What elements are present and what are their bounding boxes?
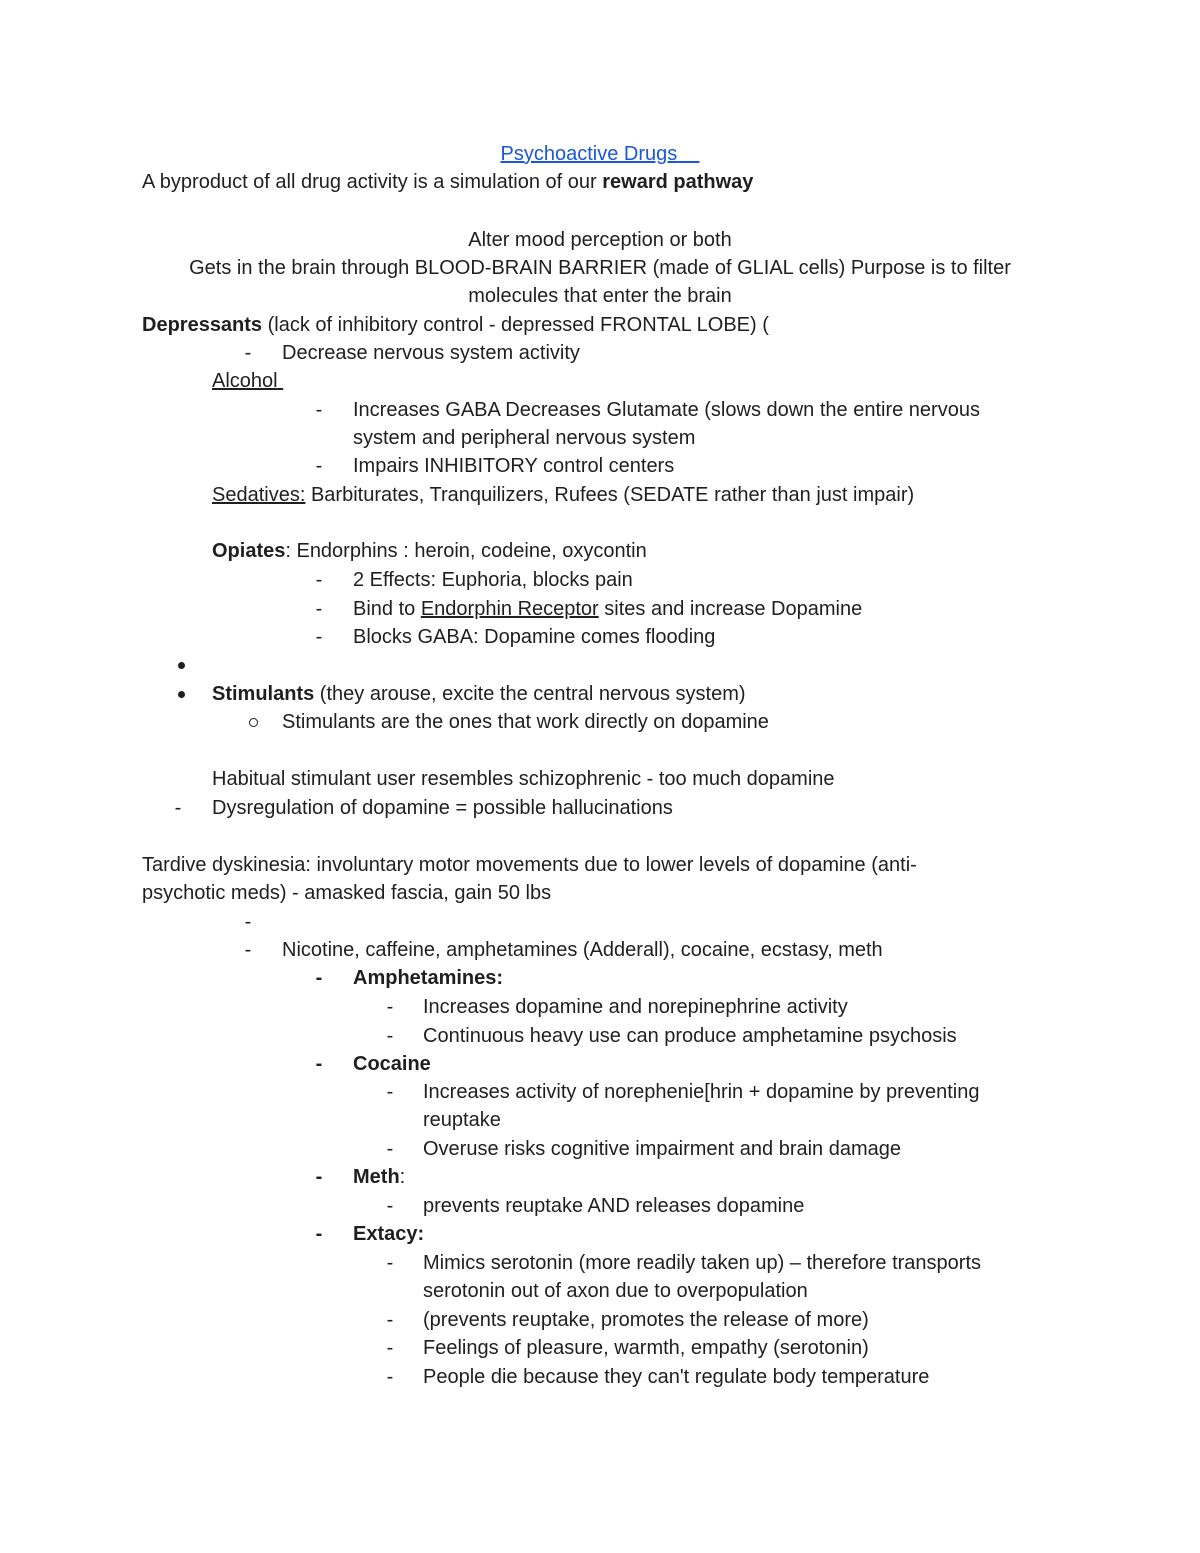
dash-marker: - <box>315 1223 323 1245</box>
alcohol-label-space <box>278 370 284 392</box>
dash-marker: - <box>386 1309 394 1331</box>
dysregulation-line: Dysregulation of dopamine = possible hallucinations <box>212 797 673 819</box>
bbb-line-2: molecules that enter the brain <box>468 285 732 307</box>
extacy-item: Feelings of pleasure, warmth, empathy (serotonin) <box>423 1337 869 1359</box>
dash-marker: - <box>315 967 323 989</box>
dash-marker: - <box>174 797 182 819</box>
tardive-line-2: psychotic meds) - amasked fascia, gain 50 lbs <box>142 882 552 904</box>
alcohol-item-cont: system and peripheral nervous system <box>353 427 696 449</box>
dash-marker: - <box>386 1252 394 1274</box>
depressants-rest: (lack of inhibitory control - depressed FRONTAL LOBE) ( <box>262 314 769 336</box>
page-title[interactable] <box>0 140 1200 168</box>
bind-pre: Bind to <box>353 598 421 620</box>
intro-bold: reward pathway <box>602 171 754 193</box>
stimulants-heading: Stimulants <box>212 683 315 705</box>
depressants-heading: Depressants <box>142 314 263 336</box>
dash-marker: - <box>386 1081 394 1103</box>
alcohol-label-line <box>212 367 283 395</box>
dash-marker: - <box>244 939 252 961</box>
meth-heading: Meth <box>353 1166 400 1188</box>
dash-marker: - <box>315 399 323 421</box>
dash-marker: - <box>244 911 252 933</box>
extacy-item: (prevents reuptake, promotes the release of more) <box>423 1309 869 1331</box>
alcohol-item: Increases GABA Decreases Glutamate (slows down the entire nervous <box>353 399 980 421</box>
sedatives-label: Sedatives: <box>212 484 306 506</box>
cocaine-heading: Cocaine <box>353 1053 431 1075</box>
extacy-item-cont: serotonin out of axon due to overpopulation <box>423 1280 808 1302</box>
alcohol-label-text: Alcohol <box>212 370 278 392</box>
bind-post: sites and increase Dopamine <box>598 598 863 620</box>
stimulants-rest: (they arouse, excite the central nervous system) <box>314 683 746 705</box>
intro-text: A byproduct of all drug activity is a simulation of our <box>142 171 603 193</box>
intro-line <box>142 168 753 196</box>
tardive-line-1: Tardive dyskinesia: involuntary motor movements due to lower levels of dopamine (anti- <box>142 854 917 876</box>
meth-colon: : <box>399 1166 406 1188</box>
dash-marker: - <box>386 1366 394 1388</box>
dash-marker: - <box>386 1025 394 1047</box>
title-link[interactable]: Psychoactive Drugs <box>500 143 678 165</box>
cocaine-item-cont: reuptake <box>423 1109 501 1131</box>
extacy-item: People die because they can't regulate body temperature <box>423 1366 930 1388</box>
extacy-item: Mimics serotonin (more readily taken up) – therefore transports <box>423 1252 982 1274</box>
opiates-heading-line <box>212 537 647 565</box>
alcohol-item: Impairs INHIBITORY control centers <box>353 455 675 477</box>
dash-marker: - <box>386 1138 394 1160</box>
dash-marker: - <box>386 996 394 1018</box>
meth-item: prevents reuptake AND releases dopamine <box>423 1195 805 1217</box>
title-trailing-space <box>677 143 699 165</box>
sedatives-rest: Barbiturates, Tranquilizers, Rufees (SEDATE rather than just impair) <box>305 484 915 506</box>
opiates-rest: : Endorphins : heroin, codeine, oxycontin <box>285 540 647 562</box>
habitual-line: Habitual stimulant user resembles schizophrenic - too much dopamine <box>212 768 835 790</box>
extacy-heading: Extacy: <box>353 1223 425 1245</box>
dash-marker: - <box>244 342 252 364</box>
dash-marker: - <box>315 598 323 620</box>
depressants-heading-line <box>142 311 769 339</box>
amphetamines-item: Increases dopamine and norepinephrine activity <box>423 996 848 1018</box>
opiates-item: Blocks GABA: Dopamine comes flooding <box>353 626 716 648</box>
stimulants-heading-line <box>212 680 746 708</box>
cocaine-item: Increases activity of norephenie[hrin + dopamine by preventing <box>423 1081 980 1103</box>
dash-marker: - <box>315 626 323 648</box>
dash-marker: - <box>315 1053 323 1075</box>
endorphin-receptor-link: Endorphin Receptor <box>420 598 599 620</box>
dash-marker: - <box>315 569 323 591</box>
stimulants-sub: Stimulants are the ones that work directly on dopamine <box>282 711 769 733</box>
dash-marker: - <box>315 455 323 477</box>
amphetamines-heading: Amphetamines: <box>353 967 504 989</box>
alter-line: Alter mood perception or both <box>468 229 732 251</box>
bullet-circle <box>249 718 258 727</box>
bullet-dot <box>178 691 185 698</box>
sedatives-line <box>212 481 914 509</box>
opiates-heading: Opiates <box>212 540 286 562</box>
bullet-dot <box>178 662 185 669</box>
stim-list: Nicotine, caffeine, amphetamines (Adderall), cocaine, ecstasy, meth <box>282 939 883 961</box>
opiates-bind-item <box>353 595 862 623</box>
cocaine-item: Overuse risks cognitive impairment and brain damage <box>423 1138 901 1160</box>
bbb-line-1: Gets in the brain through BLOOD-BRAIN BARRIER (made of GLIAL cells) Purpose is to filter <box>189 257 1011 279</box>
dash-marker: - <box>386 1337 394 1359</box>
meth-heading-line <box>353 1163 405 1191</box>
dash-marker: - <box>386 1195 394 1217</box>
dash-marker: - <box>315 1166 323 1188</box>
opiates-item: 2 Effects: Euphoria, blocks pain <box>353 569 633 591</box>
amphetamines-item: Continuous heavy use can produce amphetamine psychosis <box>423 1025 957 1047</box>
depressants-item: Decrease nervous system activity <box>282 342 580 364</box>
